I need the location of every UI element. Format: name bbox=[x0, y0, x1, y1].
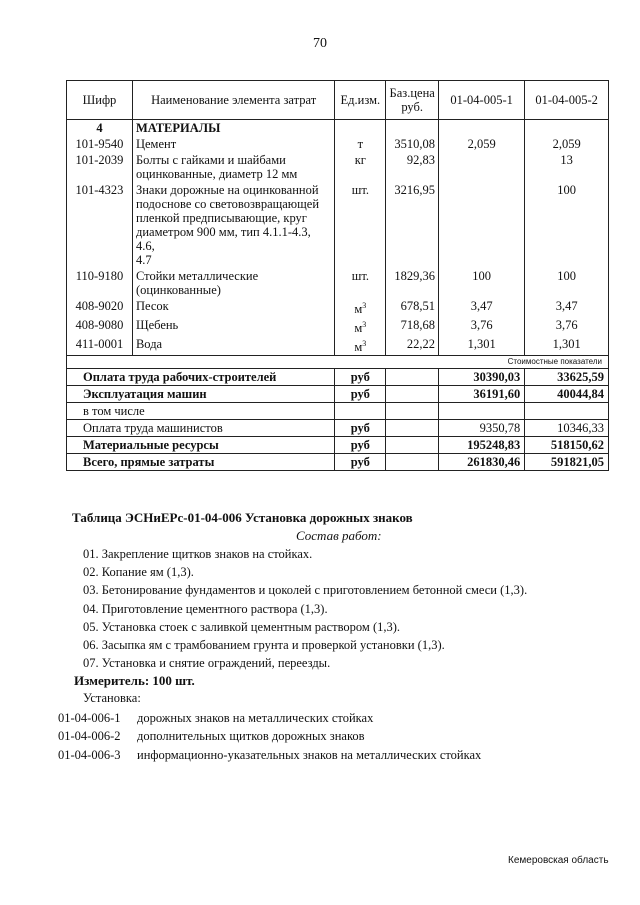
cell-name bbox=[132, 317, 334, 336]
cell-price: 1829,36 bbox=[386, 268, 439, 298]
cell-code: 408-9020 bbox=[67, 298, 133, 317]
cell-name-line: (оцинкованные) bbox=[135, 283, 221, 297]
work-item: 06. Засыпка ям с трамбованием грунта и проверкой установки (1,3). bbox=[83, 637, 445, 652]
cell-name bbox=[132, 268, 334, 298]
cell-name-line: оцинкованные, диаметр 12 мм bbox=[135, 167, 298, 181]
install-text: дорожных знаков на металлических стойках bbox=[137, 711, 374, 725]
cell-name-line: Вода bbox=[135, 337, 163, 352]
summary-row bbox=[67, 454, 609, 471]
summary-unit: руб bbox=[335, 454, 386, 471]
cell-name-line: Цемент bbox=[135, 137, 177, 151]
summary-price-empty bbox=[386, 369, 439, 386]
header-price-line1: Баз.цена bbox=[389, 86, 435, 100]
work-item: 07. Установка и снятие ограждений, переезды. bbox=[83, 656, 331, 671]
cell-name-line: Щебень bbox=[135, 318, 179, 333]
summary-label: Оплата труда рабочих-строителей bbox=[67, 369, 335, 386]
cell-name bbox=[132, 182, 334, 268]
summary-row bbox=[67, 420, 609, 437]
cell-col2: 100 bbox=[525, 182, 609, 268]
summary-label: Эксплуатация машин bbox=[67, 386, 335, 403]
table-row bbox=[67, 268, 609, 298]
cell-code: 101-9540 bbox=[67, 136, 133, 152]
cell-name-line: диаметром 900 мм, тип 4.1.1-4.3, 4.6, bbox=[135, 225, 311, 253]
table-row bbox=[67, 152, 609, 182]
summary-col2: 518150,62 bbox=[525, 437, 609, 454]
unit-exponent: 3 bbox=[362, 301, 367, 310]
summary-col1: 195248,83 bbox=[439, 437, 525, 454]
cell-name-line: 4.7 bbox=[135, 253, 152, 267]
cell-name-line: Песок bbox=[135, 299, 169, 313]
cell-col2: 100 bbox=[525, 268, 609, 298]
cell-name-line: Болты с гайками и шайбами bbox=[135, 153, 286, 167]
summary-unit: руб bbox=[335, 437, 386, 454]
summary-col1: 9350,78 bbox=[439, 420, 525, 437]
table-row bbox=[67, 298, 609, 317]
summary-price-empty bbox=[386, 437, 439, 454]
table-title: Таблица ЭСНиЕРс-01-04-006 Установка дорожных знаков bbox=[72, 510, 413, 525]
cell-code: 110-9180 bbox=[67, 268, 133, 298]
summary-col2: 591821,05 bbox=[525, 454, 609, 471]
header-price-line2: руб. bbox=[401, 100, 423, 114]
materials-table bbox=[66, 80, 609, 471]
page-number: 70 bbox=[313, 36, 327, 51]
summary-price-empty bbox=[386, 403, 439, 420]
cell-name-line: пленкой предписывающие, круг bbox=[135, 211, 307, 225]
summary-price-empty bbox=[386, 454, 439, 471]
summary-row bbox=[67, 437, 609, 454]
install-text: дополнительных щитков дорожных знаков bbox=[137, 729, 365, 744]
install-label: Установка: bbox=[83, 691, 141, 705]
install-code: 01-04-006-2 bbox=[58, 729, 121, 744]
header-unit: Ед.изм. bbox=[335, 81, 386, 120]
summary-label: Оплата труда машинистов bbox=[67, 420, 335, 437]
table-row bbox=[67, 317, 609, 336]
summary-label: Материальные ресурсы bbox=[67, 437, 335, 454]
summary-col2: 40044,84 bbox=[525, 386, 609, 403]
cell-unit: кг bbox=[335, 152, 386, 182]
cell-unit: $м^3$ bbox=[335, 317, 386, 336]
summary-col1: 36191,60 bbox=[439, 386, 525, 403]
cell-col2: 1,301 bbox=[525, 336, 609, 356]
region-label: Кемеровская область bbox=[508, 855, 609, 866]
table-row bbox=[67, 136, 609, 152]
cell-col1: 3,47 bbox=[439, 298, 525, 317]
cell-col1: 2,059 bbox=[439, 136, 525, 152]
summary-unit: руб bbox=[335, 420, 386, 437]
cell-name bbox=[132, 336, 334, 356]
header-name: Наименование элемента затрат bbox=[132, 81, 334, 120]
cell-col2: 2,059 bbox=[525, 136, 609, 152]
cell-price: 718,68 bbox=[386, 317, 439, 336]
works-title: Состав работ: bbox=[296, 528, 382, 543]
cell-name-line: подосновe со световозвращающей bbox=[135, 197, 320, 211]
header-col1: 01-04-005-1 bbox=[439, 81, 525, 120]
install-item bbox=[58, 727, 481, 745]
cell-code: 101-2039 bbox=[67, 152, 133, 182]
summary-col2: 33625,59 bbox=[525, 369, 609, 386]
summary-row bbox=[67, 369, 609, 386]
summary-col2 bbox=[525, 403, 609, 420]
summary-price-empty bbox=[386, 420, 439, 437]
cell-col2: 3,76 bbox=[525, 317, 609, 336]
cell-price: 3216,95 bbox=[386, 182, 439, 268]
summary-col1: 30390,03 bbox=[439, 369, 525, 386]
work-item: 01. Закрепление щитков знаков на стойках. bbox=[83, 547, 313, 561]
install-item bbox=[58, 709, 481, 727]
summary-unit: руб bbox=[335, 386, 386, 403]
works-list bbox=[83, 545, 527, 672]
cell-col1: 100 bbox=[439, 268, 525, 298]
section-title: МАТЕРИАЛЫ bbox=[132, 120, 334, 137]
cell-col2: 13 bbox=[525, 152, 609, 182]
cell-price: 678,51 bbox=[386, 298, 439, 317]
cell-price: 92,83 bbox=[386, 152, 439, 182]
caption-row bbox=[67, 356, 609, 369]
unit-exponent: 3 bbox=[362, 339, 367, 349]
cell-col1 bbox=[439, 182, 525, 268]
work-item: 02. Копание ям (1,3). bbox=[83, 565, 194, 580]
install-item bbox=[58, 746, 481, 764]
summary-row bbox=[67, 386, 609, 403]
cell-name bbox=[132, 298, 334, 317]
cell-col1: 3,76 bbox=[439, 317, 525, 336]
cell-unit: шт. bbox=[335, 268, 386, 298]
work-item: 03. Бетонирование фундаментов и цоколей с приготовлением бетонной смеси (1,3). bbox=[83, 583, 528, 598]
section-number: 4 bbox=[67, 120, 133, 137]
cell-name bbox=[132, 136, 334, 152]
cell-price: 3510,08 bbox=[386, 136, 439, 152]
work-item: 04. Приготовление цементного раствора (1,3). bbox=[83, 601, 328, 616]
cell-unit: $м^3$ bbox=[335, 298, 386, 317]
summary-unit: руб bbox=[335, 369, 386, 386]
install-code: 01-04-006-1 bbox=[58, 711, 121, 725]
work-item: 05. Установка стоек с заливкой цементным раствором (1,3). bbox=[83, 619, 401, 634]
summary-col1 bbox=[439, 403, 525, 420]
cell-code: 408-9080 bbox=[67, 317, 133, 336]
summary-label: Всего, прямые затраты bbox=[67, 454, 335, 471]
header-price bbox=[386, 81, 439, 120]
install-code: 01-04-006-3 bbox=[58, 747, 121, 762]
cost-caption: Стоимостные показатели bbox=[67, 356, 609, 369]
summary-label: в том числе bbox=[67, 403, 335, 420]
cell-name bbox=[132, 152, 334, 182]
summary-unit bbox=[335, 403, 386, 420]
cell-unit: $м^3$ bbox=[335, 336, 386, 356]
cell-col1 bbox=[439, 152, 525, 182]
summary-price-empty bbox=[386, 386, 439, 403]
header-col2: 01-04-005-2 bbox=[525, 81, 609, 120]
cell-unit: шт. bbox=[335, 182, 386, 268]
table-header-row bbox=[67, 81, 609, 120]
summary-col2: 10346,33 bbox=[525, 420, 609, 437]
section-row bbox=[67, 120, 609, 137]
summary-row bbox=[67, 403, 609, 420]
table-row bbox=[67, 182, 609, 268]
cell-code: 411-0001 bbox=[67, 336, 133, 356]
install-list bbox=[58, 709, 481, 764]
cell-col2: 3,47 bbox=[525, 298, 609, 317]
cell-price: 22,22 bbox=[386, 336, 439, 356]
cell-name-line: Знаки дорожные на оцинкованной bbox=[135, 183, 319, 197]
cell-name-line: Стойки металлические bbox=[135, 269, 259, 283]
table-row bbox=[67, 336, 609, 356]
header-code: Шифр bbox=[67, 81, 133, 120]
cell-code: 101-4323 bbox=[67, 182, 133, 268]
install-text: информационно-указательных знаков на металлических стойках bbox=[137, 747, 482, 762]
measure-label: Измеритель: 100 шт. bbox=[74, 673, 195, 688]
cell-unit: т bbox=[335, 136, 386, 152]
cell-col1: 1,301 bbox=[439, 336, 525, 356]
summary-col1: 261830,46 bbox=[439, 454, 525, 471]
unit-exponent: 3 bbox=[362, 320, 367, 330]
